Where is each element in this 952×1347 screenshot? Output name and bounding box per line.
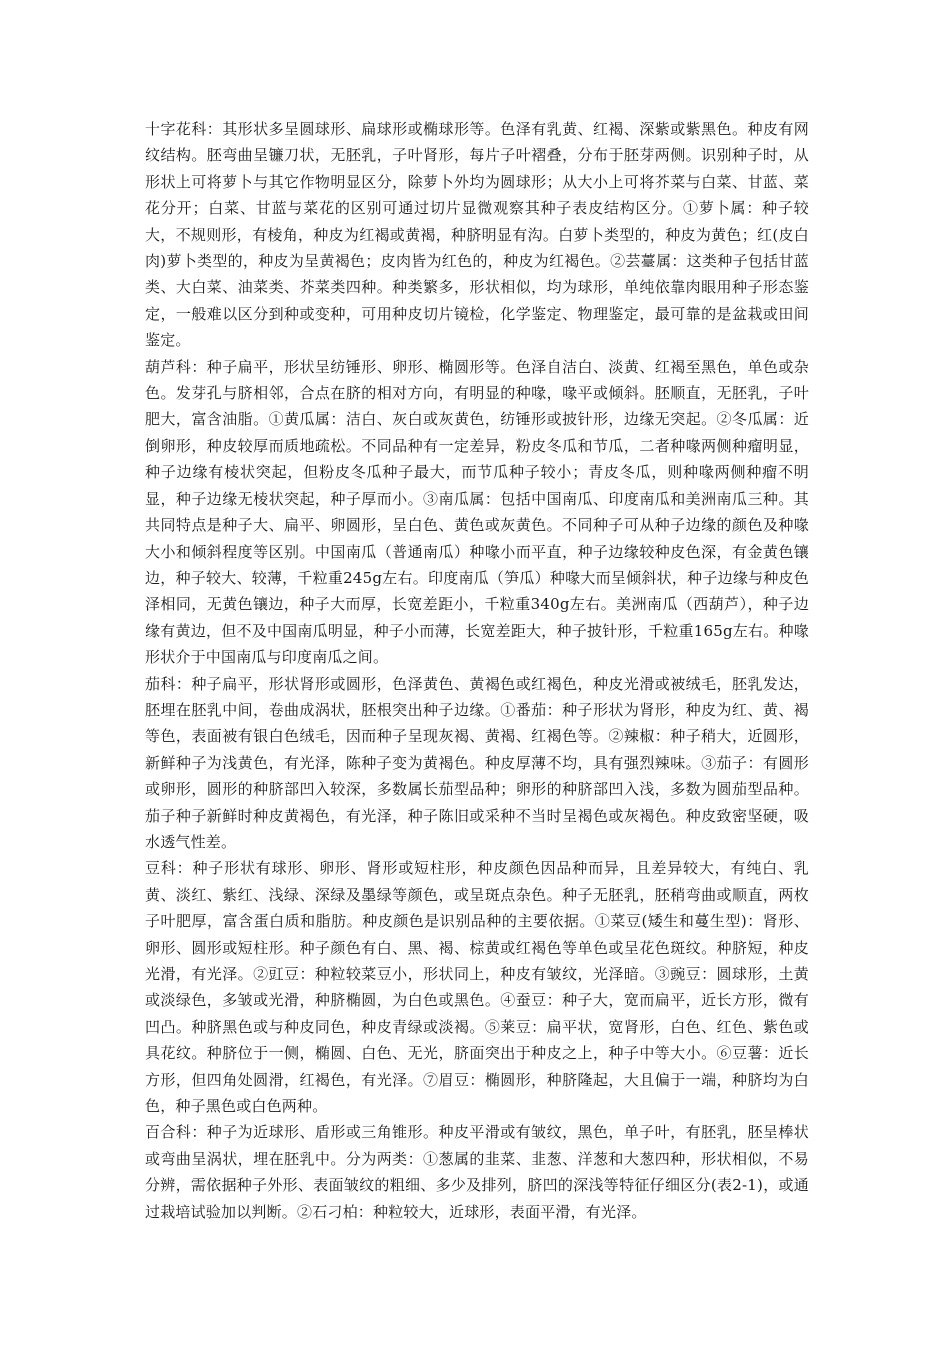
- paragraph-liliaceae: 百合科：种子为近球形、盾形或三角锥形。种皮平滑或有皱纹，黑色，单子叶，有胚乳，胚呈棒状或弯曲呈涡状，埋在胚乳中。分为两类：①葱属的韭菜、韭葱、洋葱和大葱四种，形状相似，不易分辨，需依据种子外形、表面皱纹的粗细、多少及排列，脐凹的深浅等特征仔细区分(表2-1)，或通过栽培试验加以判断。②石刁柏：种粒较大，近球形，表面平滑，有光泽。: [145, 1123, 809, 1221]
- document-body: [145, 116, 809, 1225]
- paragraph-solanaceae: 茄科：种子扁平，形状肾形或圆形，色泽黄色、黄褐色或红褐色，种皮光滑或被绒毛，胚乳发达，胚埋在胚乳中间，卷曲成涡状，胚根突出种子边缘。①番茄：种子形状为肾形，种皮为红、黄、褐等色，表面被有银白色绒毛，因而种子呈现灰褐、黄褐、红褐色等。②辣椒：种子稍大，近圆形，新鲜种子为浅黄色，有光泽，陈种子变为黄褐色。种皮厚薄不均，具有强烈辣味。③茄子：有圆形或卵形，圆形的种脐部凹入较深，多数属长茄型品种；卵形的种脐部凹入浅，多数为圆茄型品种。茄子种子新鲜时种皮黄褐色，有光泽，种子陈旧或采种不当时呈褐色或灰褐色。种皮致密坚硬，吸水透气性差。: [145, 674, 809, 851]
- paragraph-leguminosae: 豆科：种子形状有球形、卵形、肾形或短柱形，种皮颜色因品种而异，且差异较大，有纯白、乳黄、淡红、紫红、浅绿、深绿及墨绿等颜色，或呈斑点杂色。种子无胚乳，胚稍弯曲或顺直，两枚子叶肥厚，富含蛋白质和脂肪。种皮颜色是识别品种的主要依据。①菜豆(矮生和蔓生型)：肾形、卵形、圆形或短柱形。种子颜色有白、黑、褐、棕黄或红褐色等单色或呈花色斑纹。种脐短，种皮光滑，有光泽。②豇豆：种粒较菜豆小，形状同上，种皮有皱纹，光泽暗。③豌豆：圆球形，土黄或淡绿色，多皱或光滑，种脐椭圆，为白色或黑色。④蚕豆：种子大，宽而扁平，近长方形，微有凹凸。种脐黑色或与种皮同色，种皮青绿或淡褐。⑤莱豆：扁平状，宽肾形，白色、红色、紫色或具花纹。种脐位于一侧，椭圆、白色、无光，脐面突出于种皮之上，种子中等大小。⑥豆薯：近长方形，但四角处圆滑，红褐色，有光泽。⑦眉豆：椭圆形，种脐隆起，大且偏于一端，种脐均为白色，种子黑色或白色两种。: [145, 859, 809, 1116]
- paragraph-cruciferae: 十字花科：其形状多呈圆球形、扁球形或椭球形等。色泽有乳黄、红褐、深紫或紫黑色。种皮有网纹结构。胚弯曲呈镰刀状，无胚乳，子叶肾形，每片子叶褶叠，分布于胚芽两侧。识别种子时，从形状上可将萝卜与其它作物明显区分，除萝卜外均为圆球形；从大小上可将芥菜与白菜、甘蓝、菜花分开；白菜、甘蓝与菜花的区别可通过切片显微观察其种子表皮结构区分。①萝卜属：种子较大，不规则形，有棱角，种皮为红褐或黄褐，种脐明显有沟。白萝卜类型的，种皮为黄色；红(皮白肉)萝卜类型的，种皮为呈黄褐色；皮肉皆为红色的，种皮为红褐色。②芸薹属：这类种子包括甘蓝类、大白菜、油菜类、芥菜类四种。种类繁多，形状相似，均为球形，单纯依靠肉眼用种子形态鉴定，一般难以区分到种或变种，可用种皮切片镜检，化学鉴定、物理鉴定，最可靠的是盆栽或田间鉴定。: [145, 120, 809, 350]
- paragraph-cucurbitaceae: 葫芦科：种子扁平，形状呈纺锤形、卵形、椭圆形等。色泽自洁白、淡黄、红褐至黑色，单色或杂色。发芽孔与脐相邻，合点在脐的相对方向，有明显的种喙，喙平或倾斜。胚顺直，无胚乳，子叶肥大，富含油脂。①黄瓜属：洁白、灰白或灰黄色，纺锤形或披针形，边缘无突起。②冬瓜属：近倒卵形，种皮较厚而质地疏松。不同品种有一定差异，粉皮冬瓜和节瓜，二者种喙两侧种瘤明显，种子边缘有棱状突起，但粉皮冬瓜种子最大，而节瓜种子较小；青皮冬瓜，则种喙两侧种瘤不明显，种子边缘无棱状突起，种子厚而小。③南瓜属：包括中国南瓜、印度南瓜和美洲南瓜三种。其共同特点是种子大、扁平、卵圆形，呈白色、黄色或灰黄色。不同种子可从种子边缘的颜色及种喙大小和倾斜程度等区别。中国南瓜（普通南瓜）种喙小而平直，种子边缘较种皮色深，有金黄色镶边，种子较大、较薄，千粒重245g左右。印度南瓜（笋瓜）种喙大而呈倾斜状，种子边缘与种皮色泽相同，无黄色镶边，种子大而厚，长宽差距小，千粒重340g左右。美洲南瓜（西葫芦），种子边缘有黄边，但不及中国南瓜明显，种子小而薄，长宽差距大，种子披针形，千粒重165g左右。种喙形状介于中国南瓜与印度南瓜之间。: [145, 357, 809, 667]
